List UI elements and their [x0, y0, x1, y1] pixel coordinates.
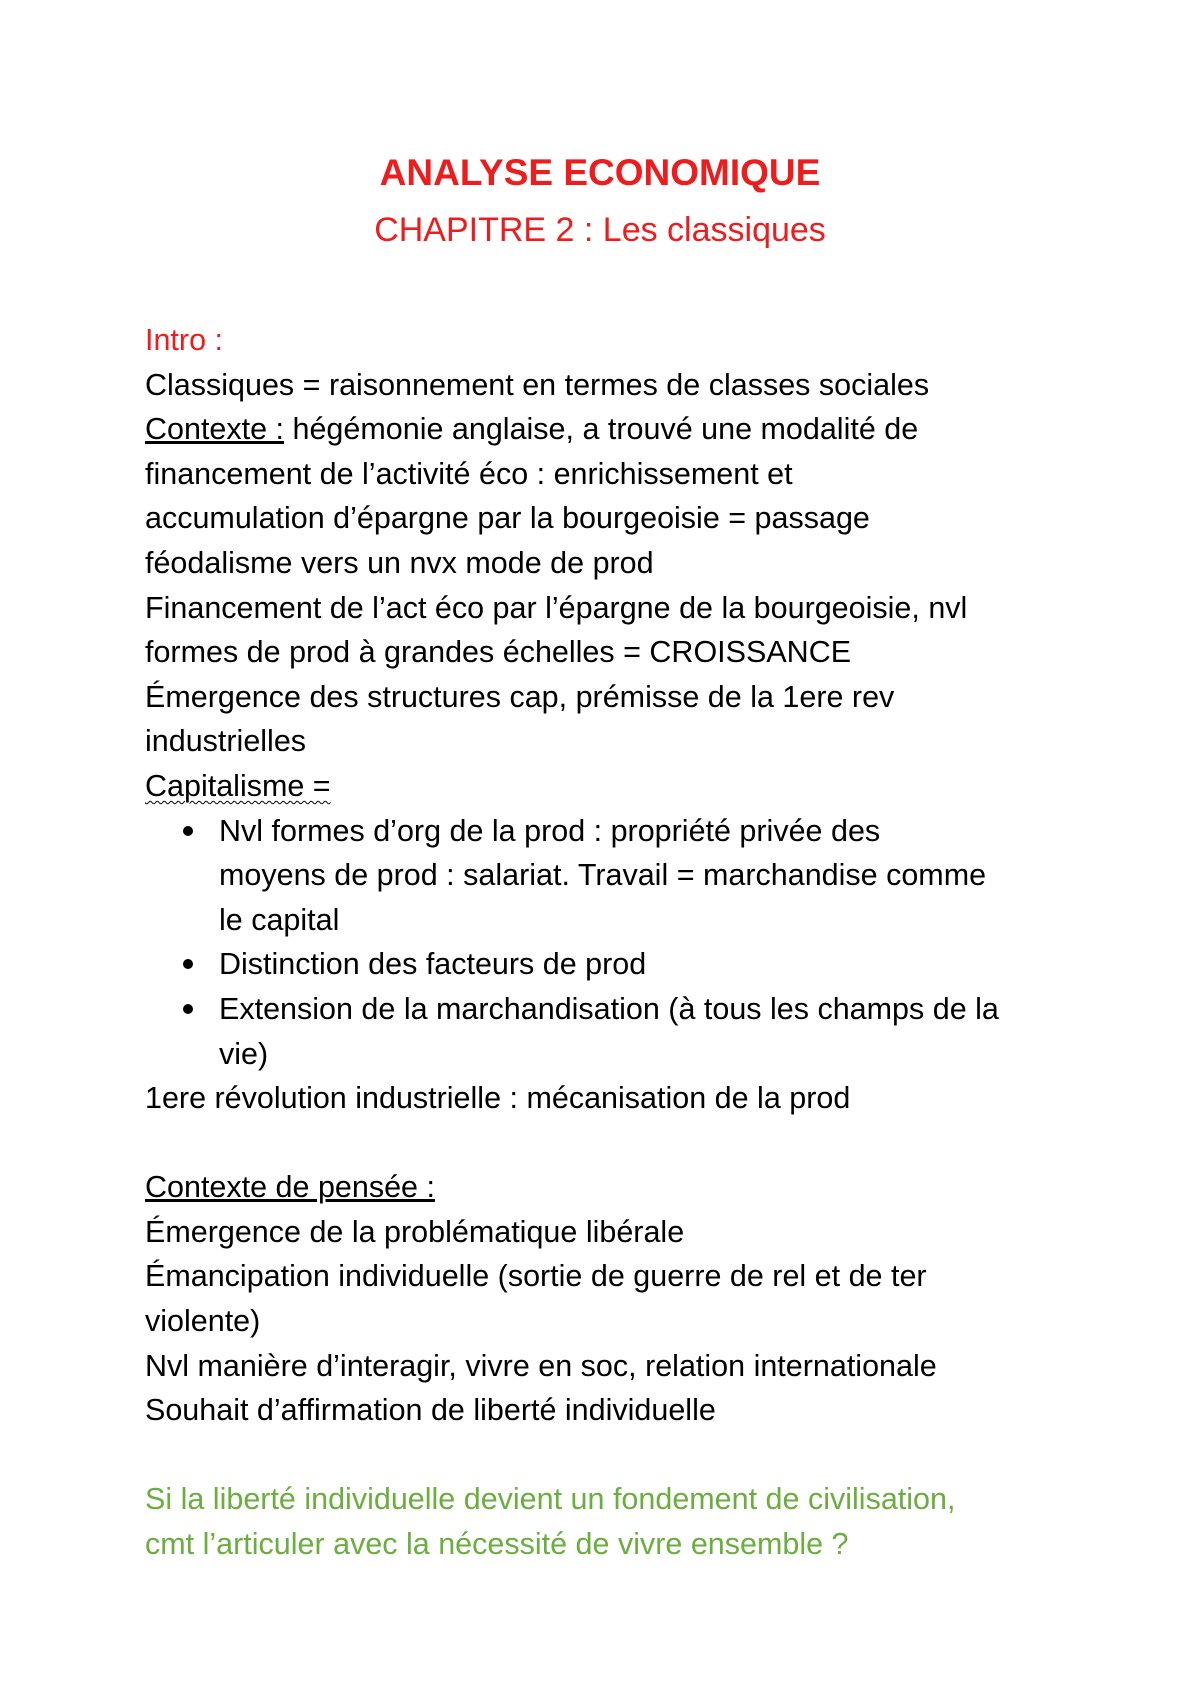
bullet-line: Nvl formes d’org de la prod : propriété privée des	[219, 813, 881, 848]
intro-line-formes: formes de prod à grandes échelles = CROISSANCE	[145, 635, 852, 670]
capitalisme-label: Capitalisme =	[145, 768, 331, 803]
bullet-icon	[183, 1004, 193, 1014]
pensee-line: Émergence de la problématique libérale	[145, 1214, 685, 1249]
revolution-line: 1ere révolution industrielle : mécanisation de la prod	[145, 1081, 851, 1116]
intro-line-classiques: Classiques = raisonnement en termes de classes sociales	[145, 367, 930, 402]
list-item	[145, 809, 1085, 943]
bullet-line: Extension de la marchandisation (à tous les champs de la	[219, 991, 999, 1026]
pensee-line: violente)	[145, 1304, 261, 1339]
contexte-label: Contexte :	[145, 412, 285, 447]
bullet-line: le capital	[219, 902, 340, 937]
intro-line-accumulation: accumulation d’épargne par la bourgeoisie = passage	[145, 501, 870, 536]
bullet-line: Distinction des facteurs de prod	[219, 947, 647, 982]
bullet-icon	[183, 959, 193, 969]
list-item	[145, 942, 1085, 987]
chapter-subtitle: CHAPITRE 2 : Les classiques	[374, 211, 826, 249]
pensee-heading	[145, 1165, 1085, 1210]
pensee-line: Émancipation individuelle (sortie de guerre de rel et de ter	[145, 1259, 927, 1294]
intro-heading: Intro :	[145, 323, 223, 357]
list-item	[145, 987, 1085, 1076]
pensee-line: Nvl manière d’interagir, vivre en soc, relation internationale	[145, 1348, 937, 1383]
pensee-line: Souhait d’affirmation de liberté individuelle	[145, 1393, 716, 1428]
question-line: cmt l’articuler avec la nécessité de vivre ensemble ?	[145, 1527, 849, 1562]
capitalisme-bullet-list	[145, 809, 1085, 1077]
bullet-line: moyens de prod : salariat. Travail = marchandise comme	[219, 858, 987, 893]
document-body	[145, 318, 1085, 1567]
intro-line-emergence: Émergence des structures cap, prémisse de la 1ere rev	[145, 679, 895, 714]
intro-line-contexte	[145, 407, 1085, 452]
document-title: ANALYSE ECONOMIQUE	[379, 152, 821, 193]
intro-line-industrielles: industrielles	[145, 724, 307, 759]
pensee-heading-label: Contexte de pensée :	[145, 1170, 435, 1205]
paragraph-spacer	[145, 1121, 1085, 1166]
intro-line-feodalisme: féodalisme vers un nvx mode de prod	[145, 545, 654, 580]
paragraph-spacer	[145, 1433, 1085, 1478]
contexte-text: hégémonie anglaise, a trouvé une modalité de	[284, 412, 919, 447]
intro-line-financement: financement de l’activité éco : enrichissement et	[145, 456, 793, 491]
bullet-line: vie)	[219, 1036, 269, 1071]
capitalisme-line	[145, 764, 1085, 809]
bullet-icon	[183, 826, 193, 836]
intro-line-financement-act: Financement de l’act éco par l’épargne de la bourgeoisie, nvl	[145, 590, 968, 625]
question-line: Si la liberté individuelle devient un fondement de civilisation,	[145, 1482, 956, 1517]
